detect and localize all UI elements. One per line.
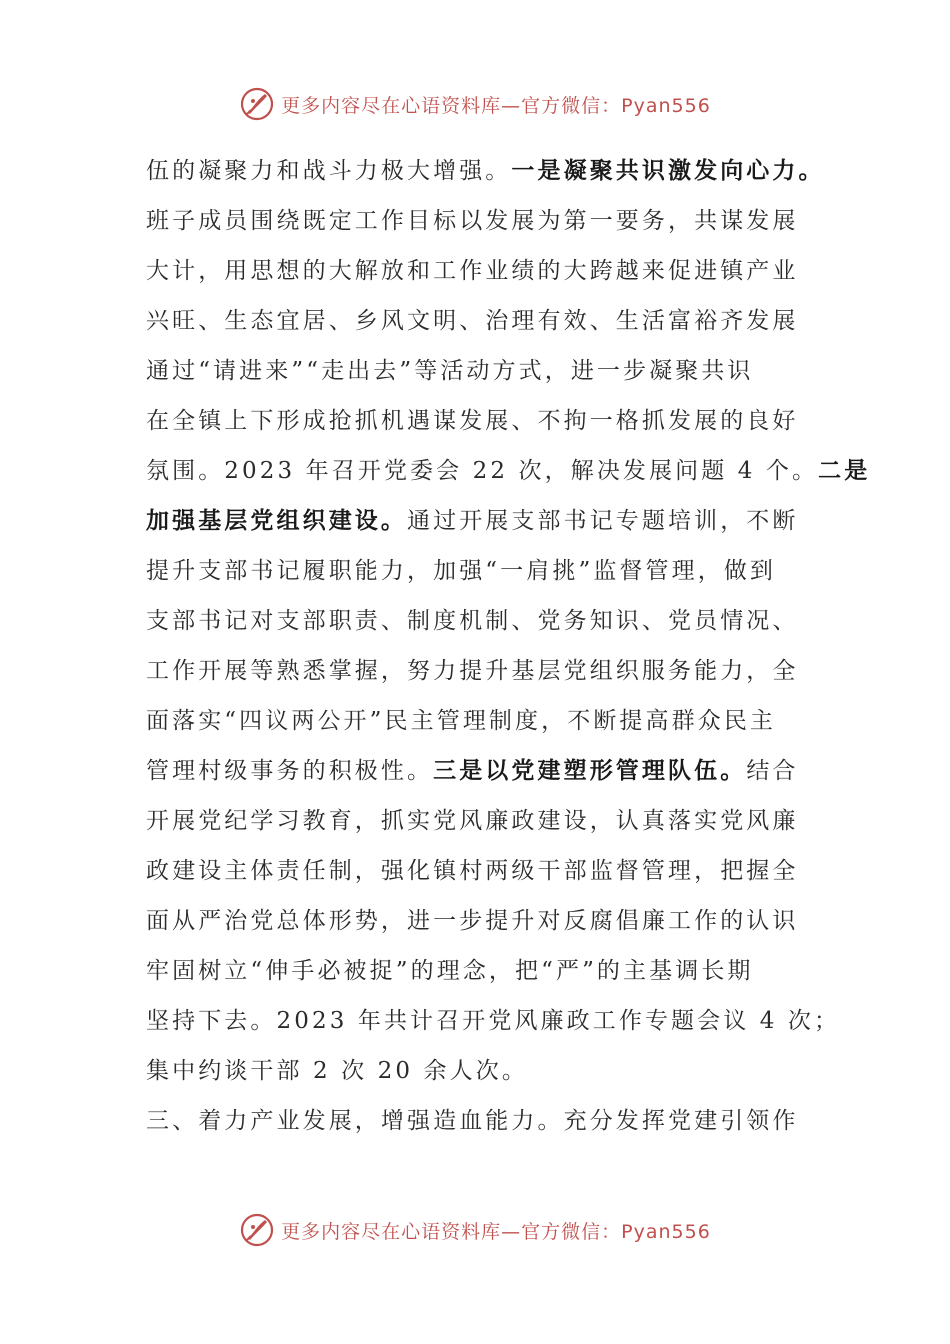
fountain-pen-logo-icon bbox=[239, 1212, 275, 1248]
text-line bbox=[146, 298, 811, 348]
text-line bbox=[146, 598, 811, 648]
document-body bbox=[146, 148, 871, 1148]
text-segment: 支部书记对支部职责、制度机制、党务知识、党员情况、 bbox=[146, 608, 799, 634]
text-line bbox=[146, 698, 811, 748]
text-line bbox=[146, 1048, 811, 1098]
text-line bbox=[146, 448, 871, 498]
text-segment: 坚持下去。2023 年共计召开党风廉政工作专题会议 4 次； bbox=[146, 1008, 841, 1034]
header-watermark bbox=[0, 84, 950, 124]
watermark-text: 更多内容尽在心语资料库—官方微信：Pyan556 bbox=[281, 94, 711, 117]
text-segment: 牢固树立“伸手必被捉”的理念，把“严”的主基调长期 bbox=[146, 958, 754, 984]
bold-heading-segment: 三是以党建塑形管理队伍。 bbox=[433, 757, 747, 784]
text-segment: 通过开展支部书记专题培训，不断 bbox=[407, 508, 799, 534]
text-line bbox=[146, 848, 811, 898]
text-segment: 工作开展等熟悉掌握，努力提升基层党组织服务能力，全 bbox=[146, 658, 799, 684]
text-segment: 通过“请进来”“走出去”等活动方式，进一步凝聚共识 bbox=[146, 358, 754, 384]
text-segment: 提升支部书记履职能力，加强“一肩挑”监督管理，做到 bbox=[146, 558, 777, 584]
text-segment: 伍的凝聚力和战斗力极大增强。 bbox=[146, 158, 512, 184]
text-segment: 氛围。2023 年召开党委会 22 次，解决发展问题 4 个。 bbox=[146, 458, 819, 484]
text-line bbox=[146, 798, 811, 848]
bold-heading-segment: 二是 bbox=[818, 457, 871, 484]
text-line bbox=[146, 998, 841, 1048]
text-line bbox=[146, 398, 811, 448]
bold-heading-segment: 加强基层党组织建设。 bbox=[146, 507, 407, 534]
text-line bbox=[146, 948, 811, 998]
text-segment: 开展党纪学习教育，抓实党风廉政建设，认真落实党风廉 bbox=[146, 808, 799, 834]
text-line bbox=[146, 898, 811, 948]
text-segment: 三、着力产业发展，增强造血能力。充分发挥党建引领作 bbox=[146, 1108, 799, 1134]
text-segment: 政建设主体责任制，强化镇村两级干部监督管理，把握全 bbox=[146, 858, 799, 884]
text-segment: 管理村级事务的积极性。 bbox=[146, 758, 434, 784]
text-line bbox=[146, 148, 825, 198]
text-line bbox=[146, 1098, 811, 1148]
text-line bbox=[146, 198, 811, 248]
text-segment: 面落实“四议两公开”民主管理制度，不断提高群众民主 bbox=[146, 708, 777, 734]
text-line bbox=[146, 348, 811, 398]
text-segment: 在全镇上下形成抢抓机遇谋发展、不拘一格抓发展的良好 bbox=[146, 408, 799, 434]
text-segment: 班子成员围绕既定工作目标以发展为第一要务，共谋发展 bbox=[146, 208, 799, 234]
text-line bbox=[146, 248, 811, 298]
fountain-pen-logo-icon bbox=[239, 86, 275, 122]
text-line bbox=[146, 748, 811, 798]
text-segment: 面从严治党总体形势，进一步提升对反腐倡廉工作的认识 bbox=[146, 908, 799, 934]
text-segment: 大计，用思想的大解放和工作业绩的大跨越来促进镇产业 bbox=[146, 258, 799, 284]
text-line bbox=[146, 498, 811, 548]
text-line bbox=[146, 548, 811, 598]
text-line bbox=[146, 648, 811, 698]
bold-heading-segment: 一是凝聚共识激发向心力。 bbox=[511, 157, 825, 184]
text-segment: 集中约谈干部 2 次 20 余人次。 bbox=[146, 1058, 528, 1084]
footer-watermark bbox=[0, 1210, 950, 1250]
text-segment: 结合 bbox=[746, 758, 799, 784]
text-segment: 兴旺、生态宜居、乡风文明、治理有效、生活富裕齐发展 bbox=[146, 308, 799, 334]
watermark-text: 更多内容尽在心语资料库—官方微信：Pyan556 bbox=[281, 1220, 711, 1243]
